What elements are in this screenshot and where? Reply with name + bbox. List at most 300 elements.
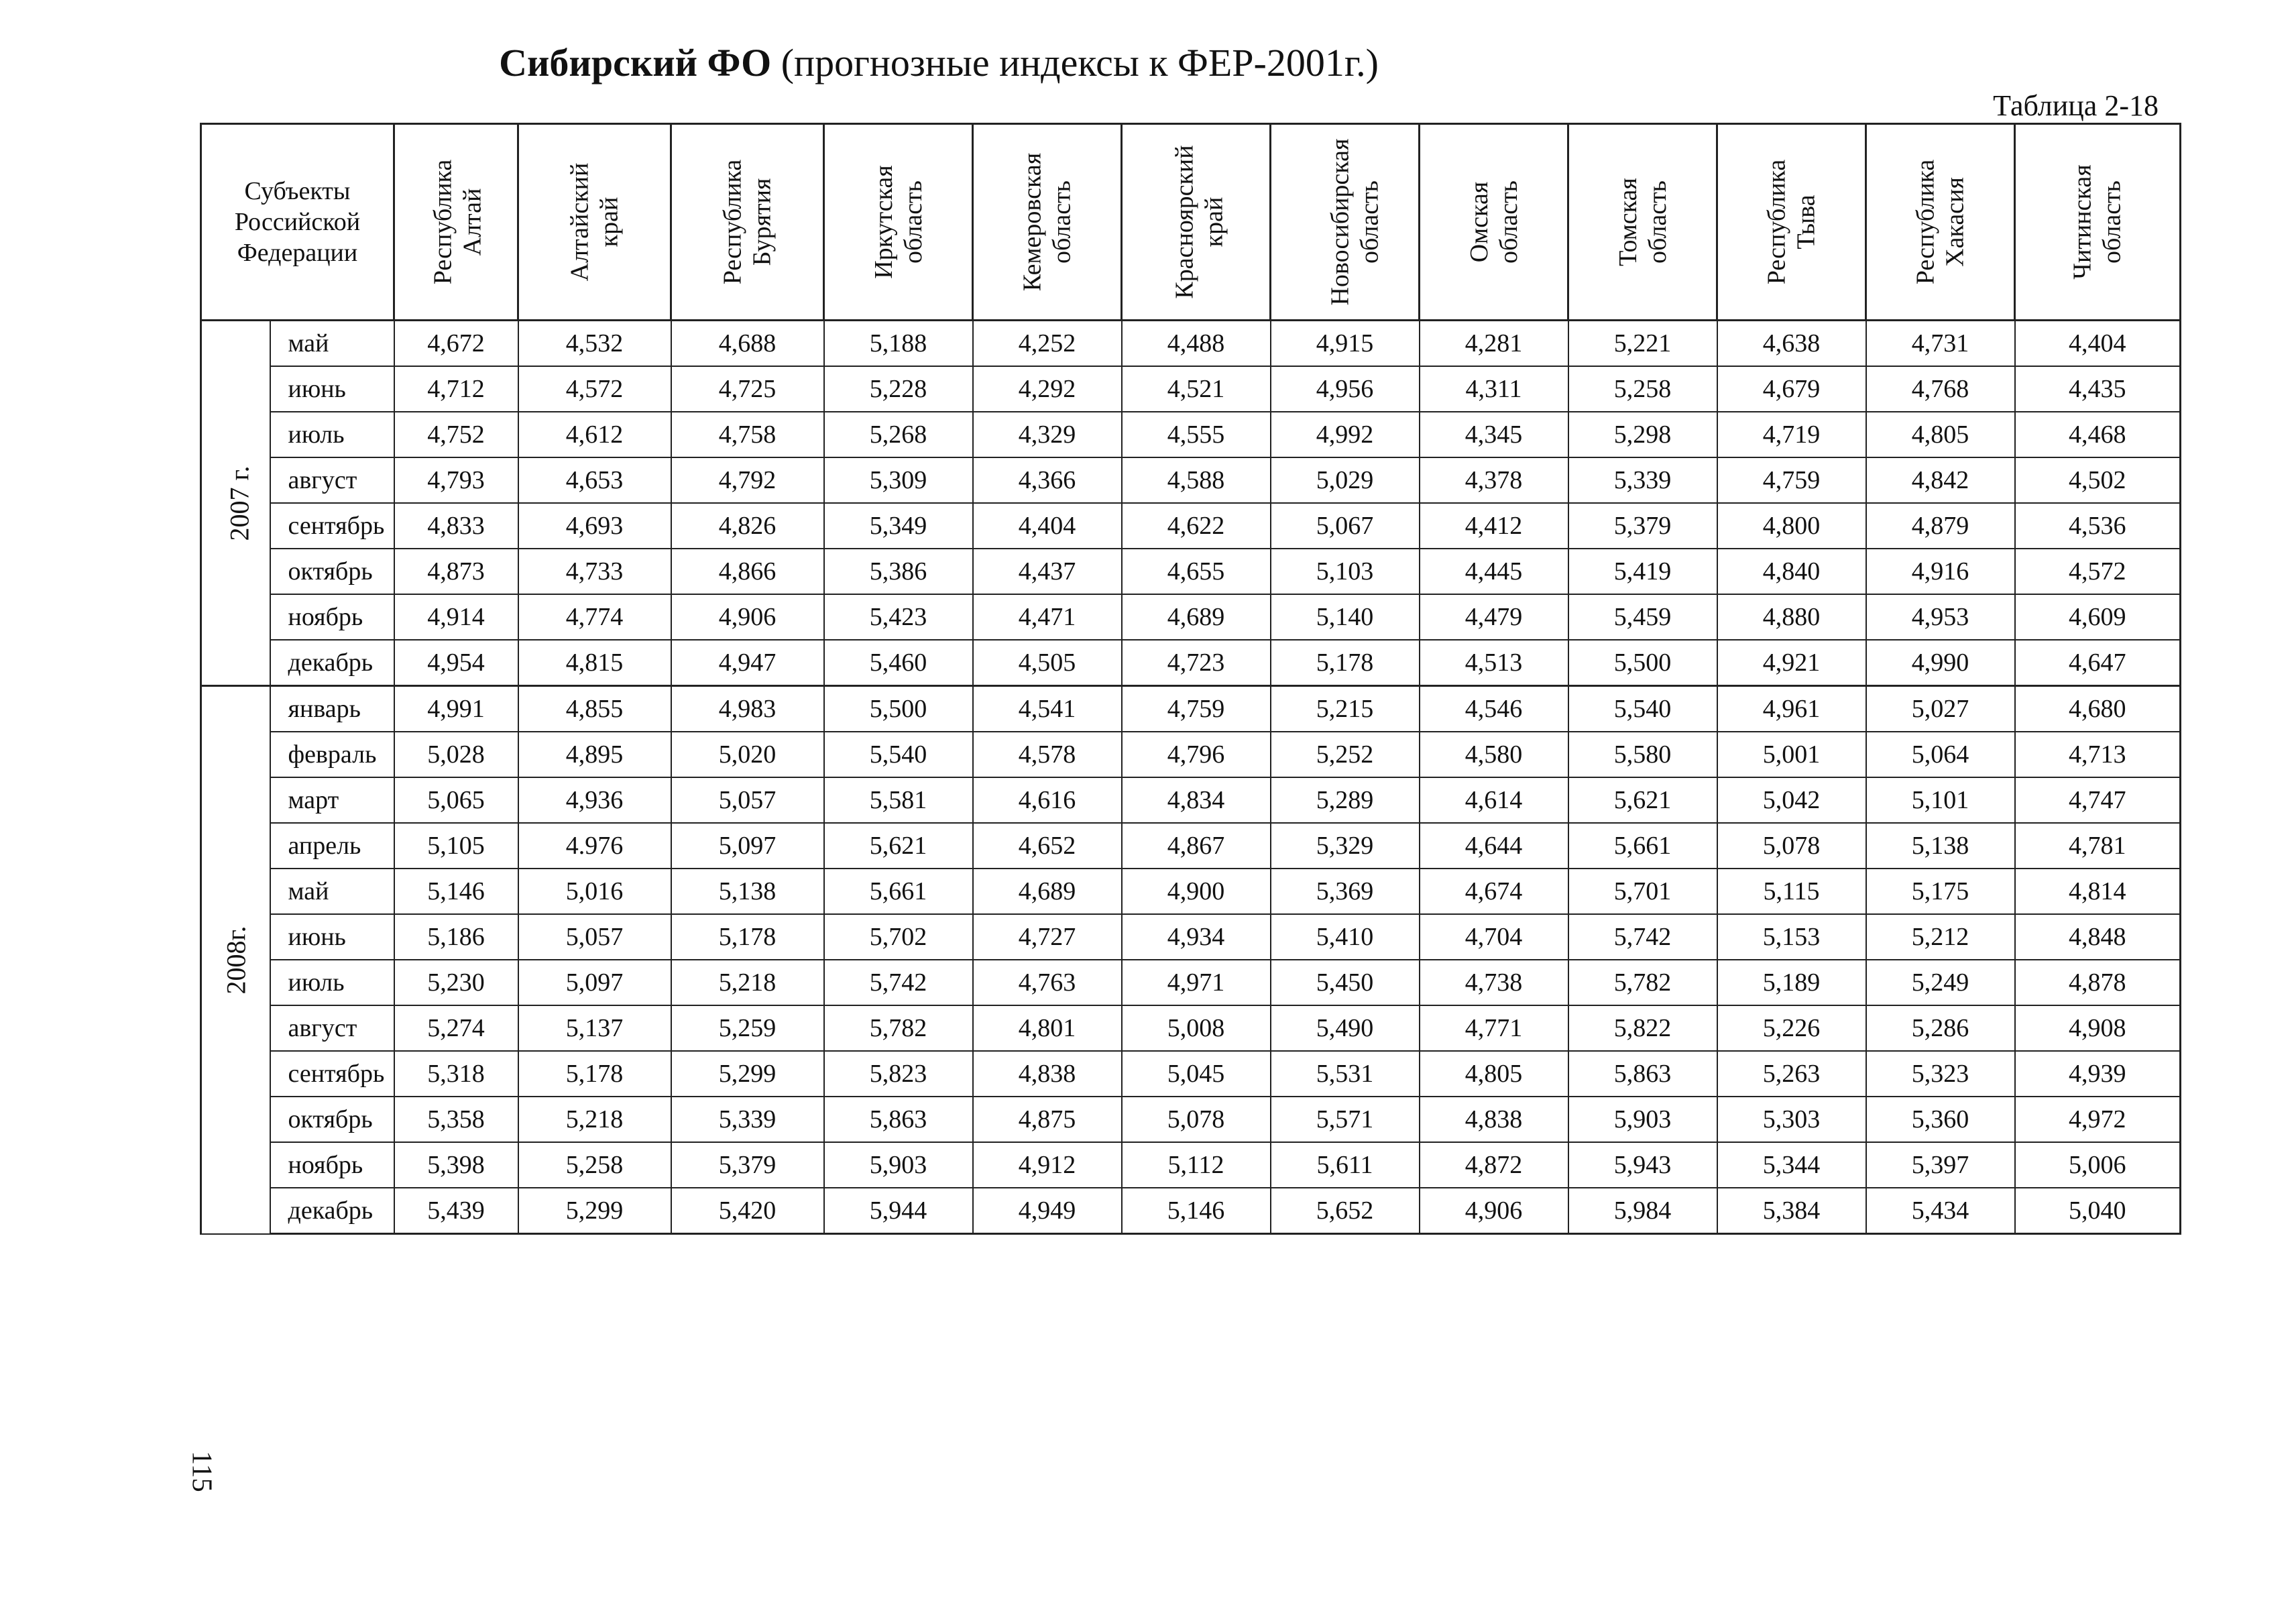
value-cell: 4,412 xyxy=(1420,503,1568,549)
column-header-label xyxy=(2068,164,2127,279)
column-header-line: Иркутская xyxy=(869,165,898,279)
table-row xyxy=(201,366,2181,412)
value-cell: 5,215 xyxy=(1271,686,1420,732)
value-cell: 5,742 xyxy=(824,960,973,1005)
value-cell: 5,379 xyxy=(1568,503,1717,549)
page-number xyxy=(181,1451,221,1509)
column-header-label xyxy=(1911,160,1970,285)
value-cell: 4,731 xyxy=(1866,321,2015,367)
value-cell: 5,661 xyxy=(1568,823,1717,869)
value-cell: 4,912 xyxy=(973,1142,1122,1188)
value-cell: 5,006 xyxy=(2015,1142,2181,1188)
table-row xyxy=(201,823,2181,869)
value-cell: 4,378 xyxy=(1420,457,1568,503)
value-cell: 5,580 xyxy=(1568,732,1717,777)
value-cell: 5,863 xyxy=(1568,1051,1717,1097)
value-cell: 5,178 xyxy=(671,914,824,960)
value-cell: 4,936 xyxy=(518,777,671,823)
value-cell: 4,956 xyxy=(1271,366,1420,412)
value-cell: 4,435 xyxy=(2015,366,2181,412)
value-cell: 4,292 xyxy=(973,366,1122,412)
value-cell: 4,468 xyxy=(2015,412,2181,457)
value-cell: 5,384 xyxy=(1717,1188,1866,1234)
value-cell: 4,541 xyxy=(973,686,1122,732)
value-cell: 5,621 xyxy=(824,823,973,869)
value-cell: 5,410 xyxy=(1271,914,1420,960)
value-cell: 5,386 xyxy=(824,549,973,594)
value-cell: 4,536 xyxy=(2015,503,2181,549)
value-cell: 5,490 xyxy=(1271,1005,1420,1051)
column-header xyxy=(671,124,824,321)
value-cell: 4,725 xyxy=(671,366,824,412)
value-cell: 5,531 xyxy=(1271,1051,1420,1097)
column-header-line: Республика xyxy=(718,159,747,285)
month-cell: июнь xyxy=(270,366,394,412)
value-cell: 5,020 xyxy=(671,732,824,777)
value-cell: 4,866 xyxy=(671,549,824,594)
value-cell: 5,823 xyxy=(824,1051,973,1097)
value-cell: 5,500 xyxy=(1568,640,1717,686)
value-cell: 5,903 xyxy=(824,1142,973,1188)
value-cell: 4,614 xyxy=(1420,777,1568,823)
value-cell: 4,972 xyxy=(2015,1097,2181,1142)
value-cell: 4,655 xyxy=(1122,549,1271,594)
value-cell: 5,460 xyxy=(824,640,973,686)
value-cell: 4,815 xyxy=(518,640,671,686)
value-cell: 4,747 xyxy=(2015,777,2181,823)
value-cell: 4,953 xyxy=(1866,594,2015,640)
year-label: 2007 г. xyxy=(224,465,255,541)
column-header xyxy=(1420,124,1568,321)
value-cell: 5,040 xyxy=(2015,1188,2181,1234)
value-cell: 5,249 xyxy=(1866,960,2015,1005)
column-header-line: Кемеровская xyxy=(1018,152,1047,292)
table-row xyxy=(201,1097,2181,1142)
value-cell: 4,733 xyxy=(518,549,671,594)
value-cell: 5,571 xyxy=(1271,1097,1420,1142)
value-cell: 4,833 xyxy=(394,503,518,549)
value-cell: 4,961 xyxy=(1717,686,1866,732)
month-cell: апрель xyxy=(270,823,394,869)
value-cell: 5,984 xyxy=(1568,1188,1717,1234)
table-row xyxy=(201,777,2181,823)
value-cell: 5,103 xyxy=(1271,549,1420,594)
value-cell: 4,580 xyxy=(1420,732,1568,777)
column-header-line: край xyxy=(1200,197,1228,247)
value-cell: 5,137 xyxy=(518,1005,671,1051)
value-cell: 5,318 xyxy=(394,1051,518,1097)
column-header-line: Новосибирская xyxy=(1326,138,1355,306)
value-cell: 4,679 xyxy=(1717,366,1866,412)
value-cell: 4,908 xyxy=(2015,1005,2181,1051)
column-header xyxy=(2015,124,2181,321)
value-cell: 4,345 xyxy=(1420,412,1568,457)
value-cell: 4.976 xyxy=(518,823,671,869)
value-cell: 4,622 xyxy=(1122,503,1271,549)
value-cell: 4,713 xyxy=(2015,732,2181,777)
column-header xyxy=(1271,124,1420,321)
value-cell: 5,008 xyxy=(1122,1005,1271,1051)
value-cell: 5,146 xyxy=(394,869,518,914)
value-cell: 5,540 xyxy=(824,732,973,777)
column-header xyxy=(973,124,1122,321)
value-cell: 5,029 xyxy=(1271,457,1420,503)
table-row xyxy=(201,321,2181,367)
value-cell: 5,339 xyxy=(671,1097,824,1142)
value-cell: 4,796 xyxy=(1122,732,1271,777)
month-cell: июль xyxy=(270,960,394,1005)
column-header-line: Алтай xyxy=(458,188,487,256)
value-cell: 4,895 xyxy=(518,732,671,777)
value-cell: 4,502 xyxy=(2015,457,2181,503)
index-table xyxy=(200,123,2181,1235)
value-cell: 5,057 xyxy=(518,914,671,960)
value-cell: 4,774 xyxy=(518,594,671,640)
column-header-line: Бурятия xyxy=(748,178,777,266)
column-header-line: область xyxy=(1355,180,1384,264)
month-cell: ноябрь xyxy=(270,594,394,640)
value-cell: 5,540 xyxy=(1568,686,1717,732)
value-cell: 4,329 xyxy=(973,412,1122,457)
value-cell: 4,252 xyxy=(973,321,1122,367)
value-cell: 4,840 xyxy=(1717,549,1866,594)
month-cell: июль xyxy=(270,412,394,457)
value-cell: 4,971 xyxy=(1122,960,1271,1005)
table-row xyxy=(201,1051,2181,1097)
month-cell: август xyxy=(270,1005,394,1051)
value-cell: 4,805 xyxy=(1420,1051,1568,1097)
value-cell: 4,939 xyxy=(2015,1051,2181,1097)
column-header-line: Читинская xyxy=(2069,164,2098,280)
value-cell: 4,879 xyxy=(1866,503,2015,549)
table-body xyxy=(201,321,2181,1234)
table-number: Таблица 2-18 xyxy=(1993,89,2159,122)
value-cell: 5,661 xyxy=(824,869,973,914)
month-cell: октябрь xyxy=(270,1097,394,1142)
value-cell: 4,805 xyxy=(1866,412,2015,457)
value-cell: 4,712 xyxy=(394,366,518,412)
value-cell: 5,138 xyxy=(671,869,824,914)
table-row xyxy=(201,457,2181,503)
value-cell: 5,001 xyxy=(1717,732,1866,777)
value-cell: 4,872 xyxy=(1420,1142,1568,1188)
table-row xyxy=(201,914,2181,960)
value-cell: 5,309 xyxy=(824,457,973,503)
value-cell: 4,445 xyxy=(1420,549,1568,594)
value-cell: 4,838 xyxy=(973,1051,1122,1097)
value-cell: 5,259 xyxy=(671,1005,824,1051)
value-cell: 5,078 xyxy=(1717,823,1866,869)
value-cell: 5,218 xyxy=(671,960,824,1005)
value-cell: 4,763 xyxy=(973,960,1122,1005)
month-cell: декабрь xyxy=(270,640,394,686)
value-cell: 4,674 xyxy=(1420,869,1568,914)
value-cell: 4,366 xyxy=(973,457,1122,503)
value-cell: 5,178 xyxy=(518,1051,671,1097)
value-cell: 5,500 xyxy=(824,686,973,732)
table-row xyxy=(201,503,2181,549)
value-cell: 5,101 xyxy=(1866,777,2015,823)
value-cell: 5,611 xyxy=(1271,1142,1420,1188)
value-cell: 4,915 xyxy=(1271,321,1420,367)
value-cell: 4,588 xyxy=(1122,457,1271,503)
table-row xyxy=(201,1188,2181,1234)
column-header-line: область xyxy=(1494,180,1523,264)
value-cell: 5,621 xyxy=(1568,777,1717,823)
value-cell: 4,693 xyxy=(518,503,671,549)
value-cell: 5,298 xyxy=(1568,412,1717,457)
value-cell: 5,349 xyxy=(824,503,973,549)
title-rest-part: (прогнозные индексы к ФЕР-2001г.) xyxy=(771,41,1379,85)
table-row xyxy=(201,960,2181,1005)
value-cell: 4,921 xyxy=(1717,640,1866,686)
column-header-line: Республика xyxy=(428,159,457,285)
value-cell: 5,323 xyxy=(1866,1051,2015,1097)
value-cell: 5,299 xyxy=(518,1188,671,1234)
column-header-line: Хакасия xyxy=(1941,177,1969,267)
month-cell: июнь xyxy=(270,914,394,960)
value-cell: 4,983 xyxy=(671,686,824,732)
column-header-line: край xyxy=(595,197,624,247)
value-cell: 5,146 xyxy=(1122,1188,1271,1234)
value-cell: 4,479 xyxy=(1420,594,1568,640)
value-cell: 4,906 xyxy=(1420,1188,1568,1234)
value-cell: 4,934 xyxy=(1122,914,1271,960)
value-cell: 4,689 xyxy=(1122,594,1271,640)
column-header-line: Алтайский xyxy=(565,162,594,282)
column-header-line: область xyxy=(1047,180,1076,264)
value-cell: 4,644 xyxy=(1420,823,1568,869)
value-cell: 5,581 xyxy=(824,777,973,823)
value-cell: 5,016 xyxy=(518,869,671,914)
value-cell: 4,867 xyxy=(1122,823,1271,869)
value-cell: 4,572 xyxy=(518,366,671,412)
value-cell: 4,572 xyxy=(2015,549,2181,594)
value-cell: 5,450 xyxy=(1271,960,1420,1005)
value-cell: 5,028 xyxy=(394,732,518,777)
value-cell: 5,943 xyxy=(1568,1142,1717,1188)
value-cell: 5,299 xyxy=(671,1051,824,1097)
value-cell: 5,822 xyxy=(1568,1005,1717,1051)
column-header xyxy=(1122,124,1271,321)
month-cell: январь xyxy=(270,686,394,732)
value-cell: 4,404 xyxy=(973,503,1122,549)
value-cell: 4,880 xyxy=(1717,594,1866,640)
value-cell: 4,842 xyxy=(1866,457,2015,503)
year-cell xyxy=(201,321,270,686)
table-row xyxy=(201,732,2181,777)
value-cell: 5,153 xyxy=(1717,914,1866,960)
value-cell: 5,268 xyxy=(824,412,973,457)
value-cell: 5,434 xyxy=(1866,1188,2015,1234)
value-cell: 4,793 xyxy=(394,457,518,503)
value-cell: 4,814 xyxy=(2015,869,2181,914)
value-cell: 5,782 xyxy=(824,1005,973,1051)
value-cell: 4,771 xyxy=(1420,1005,1568,1051)
value-cell: 4,689 xyxy=(973,869,1122,914)
column-header-line: область xyxy=(2098,180,2127,264)
value-cell: 5,274 xyxy=(394,1005,518,1051)
value-cell: 4,752 xyxy=(394,412,518,457)
value-cell: 4,873 xyxy=(394,549,518,594)
value-cell: 5,701 xyxy=(1568,869,1717,914)
column-header-line: Омская xyxy=(1465,181,1493,263)
column-header-label xyxy=(565,163,624,282)
column-header-label xyxy=(1465,180,1524,264)
value-cell: 5,097 xyxy=(518,960,671,1005)
table-row xyxy=(201,1005,2181,1051)
header-row xyxy=(201,124,2181,321)
month-cell: сентябрь xyxy=(270,503,394,549)
value-cell: 4,878 xyxy=(2015,960,2181,1005)
value-cell: 5,258 xyxy=(1568,366,1717,412)
column-header-line: Красноярский xyxy=(1170,145,1199,299)
value-cell: 5,258 xyxy=(518,1142,671,1188)
value-cell: 4,738 xyxy=(1420,960,1568,1005)
column-header xyxy=(518,124,671,321)
value-cell: 5,652 xyxy=(1271,1188,1420,1234)
value-cell: 4,954 xyxy=(394,640,518,686)
page-number-text: 115 xyxy=(186,1451,217,1492)
value-cell: 4,768 xyxy=(1866,366,2015,412)
value-cell: 5,065 xyxy=(394,777,518,823)
column-header-label xyxy=(1613,178,1672,266)
column-header-label xyxy=(1326,138,1385,305)
value-cell: 5,112 xyxy=(1122,1142,1271,1188)
value-cell: 5,078 xyxy=(1122,1097,1271,1142)
value-cell: 4,719 xyxy=(1717,412,1866,457)
value-cell: 4,826 xyxy=(671,503,824,549)
value-cell: 5,419 xyxy=(1568,549,1717,594)
value-cell: 4,578 xyxy=(973,732,1122,777)
table-row xyxy=(201,549,2181,594)
value-cell: 4,404 xyxy=(2015,321,2181,367)
month-cell: февраль xyxy=(270,732,394,777)
value-cell: 5,097 xyxy=(671,823,824,869)
value-cell: 4,647 xyxy=(2015,640,2181,686)
value-cell: 4,990 xyxy=(1866,640,2015,686)
value-cell: 5,379 xyxy=(671,1142,824,1188)
value-cell: 4,488 xyxy=(1122,321,1271,367)
value-cell: 4,792 xyxy=(671,457,824,503)
month-cell: май xyxy=(270,321,394,367)
column-header-line: Томская xyxy=(1613,178,1642,266)
value-cell: 5,782 xyxy=(1568,960,1717,1005)
value-cell: 4,758 xyxy=(671,412,824,457)
value-cell: 4,781 xyxy=(2015,823,2181,869)
value-cell: 5,420 xyxy=(671,1188,824,1234)
column-header-label xyxy=(1170,145,1229,298)
value-cell: 5,226 xyxy=(1717,1005,1866,1051)
value-cell: 4,723 xyxy=(1122,640,1271,686)
corner-header xyxy=(201,124,394,321)
value-cell: 4,638 xyxy=(1717,321,1866,367)
value-cell: 4,555 xyxy=(1122,412,1271,457)
value-cell: 4,900 xyxy=(1122,869,1271,914)
value-cell: 5,339 xyxy=(1568,457,1717,503)
value-cell: 4,906 xyxy=(671,594,824,640)
value-cell: 4,612 xyxy=(518,412,671,457)
value-cell: 4,513 xyxy=(1420,640,1568,686)
value-cell: 5,188 xyxy=(824,321,973,367)
value-cell: 5,344 xyxy=(1717,1142,1866,1188)
column-header-label xyxy=(869,165,928,279)
column-header-label xyxy=(428,160,487,285)
value-cell: 5,067 xyxy=(1271,503,1420,549)
value-cell: 4,834 xyxy=(1122,777,1271,823)
column-header-line: область xyxy=(1643,180,1672,264)
value-cell: 5,863 xyxy=(824,1097,973,1142)
value-cell: 5,742 xyxy=(1568,914,1717,960)
value-cell: 5,289 xyxy=(1271,777,1420,823)
year-label: 2008г. xyxy=(221,926,251,995)
value-cell: 4,505 xyxy=(973,640,1122,686)
column-header-label xyxy=(1762,160,1821,285)
month-cell: май xyxy=(270,869,394,914)
value-cell: 5,027 xyxy=(1866,686,2015,732)
value-cell: 5,105 xyxy=(394,823,518,869)
value-cell: 5,369 xyxy=(1271,869,1420,914)
value-cell: 5,360 xyxy=(1866,1097,2015,1142)
value-cell: 4,652 xyxy=(973,823,1122,869)
column-header xyxy=(394,124,518,321)
value-cell: 5,459 xyxy=(1568,594,1717,640)
value-cell: 4,855 xyxy=(518,686,671,732)
value-cell: 5,903 xyxy=(1568,1097,1717,1142)
column-header-line: область xyxy=(899,180,927,264)
corner-header-text: Субъекты Российской Федерации xyxy=(234,177,361,267)
value-cell: 4,546 xyxy=(1420,686,1568,732)
value-cell: 5,423 xyxy=(824,594,973,640)
value-cell: 4,653 xyxy=(518,457,671,503)
value-cell: 4,949 xyxy=(973,1188,1122,1234)
table-row xyxy=(201,1142,2181,1188)
month-cell: сентябрь xyxy=(270,1051,394,1097)
column-header xyxy=(1717,124,1866,321)
document-title xyxy=(0,40,1878,85)
column-header xyxy=(1866,124,2015,321)
value-cell: 4,759 xyxy=(1717,457,1866,503)
value-cell: 4,759 xyxy=(1122,686,1271,732)
month-cell: ноябрь xyxy=(270,1142,394,1188)
value-cell: 4,916 xyxy=(1866,549,2015,594)
value-cell: 5,944 xyxy=(824,1188,973,1234)
value-cell: 5,702 xyxy=(824,914,973,960)
table-row xyxy=(201,640,2181,686)
value-cell: 4,688 xyxy=(671,321,824,367)
value-cell: 5,228 xyxy=(824,366,973,412)
value-cell: 4,801 xyxy=(973,1005,1122,1051)
column-header xyxy=(824,124,973,321)
month-cell: август xyxy=(270,457,394,503)
value-cell: 4,609 xyxy=(2015,594,2181,640)
value-cell: 4,848 xyxy=(2015,914,2181,960)
table-row xyxy=(201,412,2181,457)
month-cell: октябрь xyxy=(270,549,394,594)
value-cell: 4,281 xyxy=(1420,321,1568,367)
value-cell: 5,398 xyxy=(394,1142,518,1188)
value-cell: 4,704 xyxy=(1420,914,1568,960)
value-cell: 4,437 xyxy=(973,549,1122,594)
title-bold-part: Сибирский ФО xyxy=(499,41,772,85)
column-header-label xyxy=(718,160,777,285)
value-cell: 5,186 xyxy=(394,914,518,960)
value-cell: 4,800 xyxy=(1717,503,1866,549)
month-cell: декабрь xyxy=(270,1188,394,1234)
value-cell: 5,286 xyxy=(1866,1005,2015,1051)
table-row xyxy=(201,686,2181,732)
column-header-line: Тыва xyxy=(1792,194,1821,249)
